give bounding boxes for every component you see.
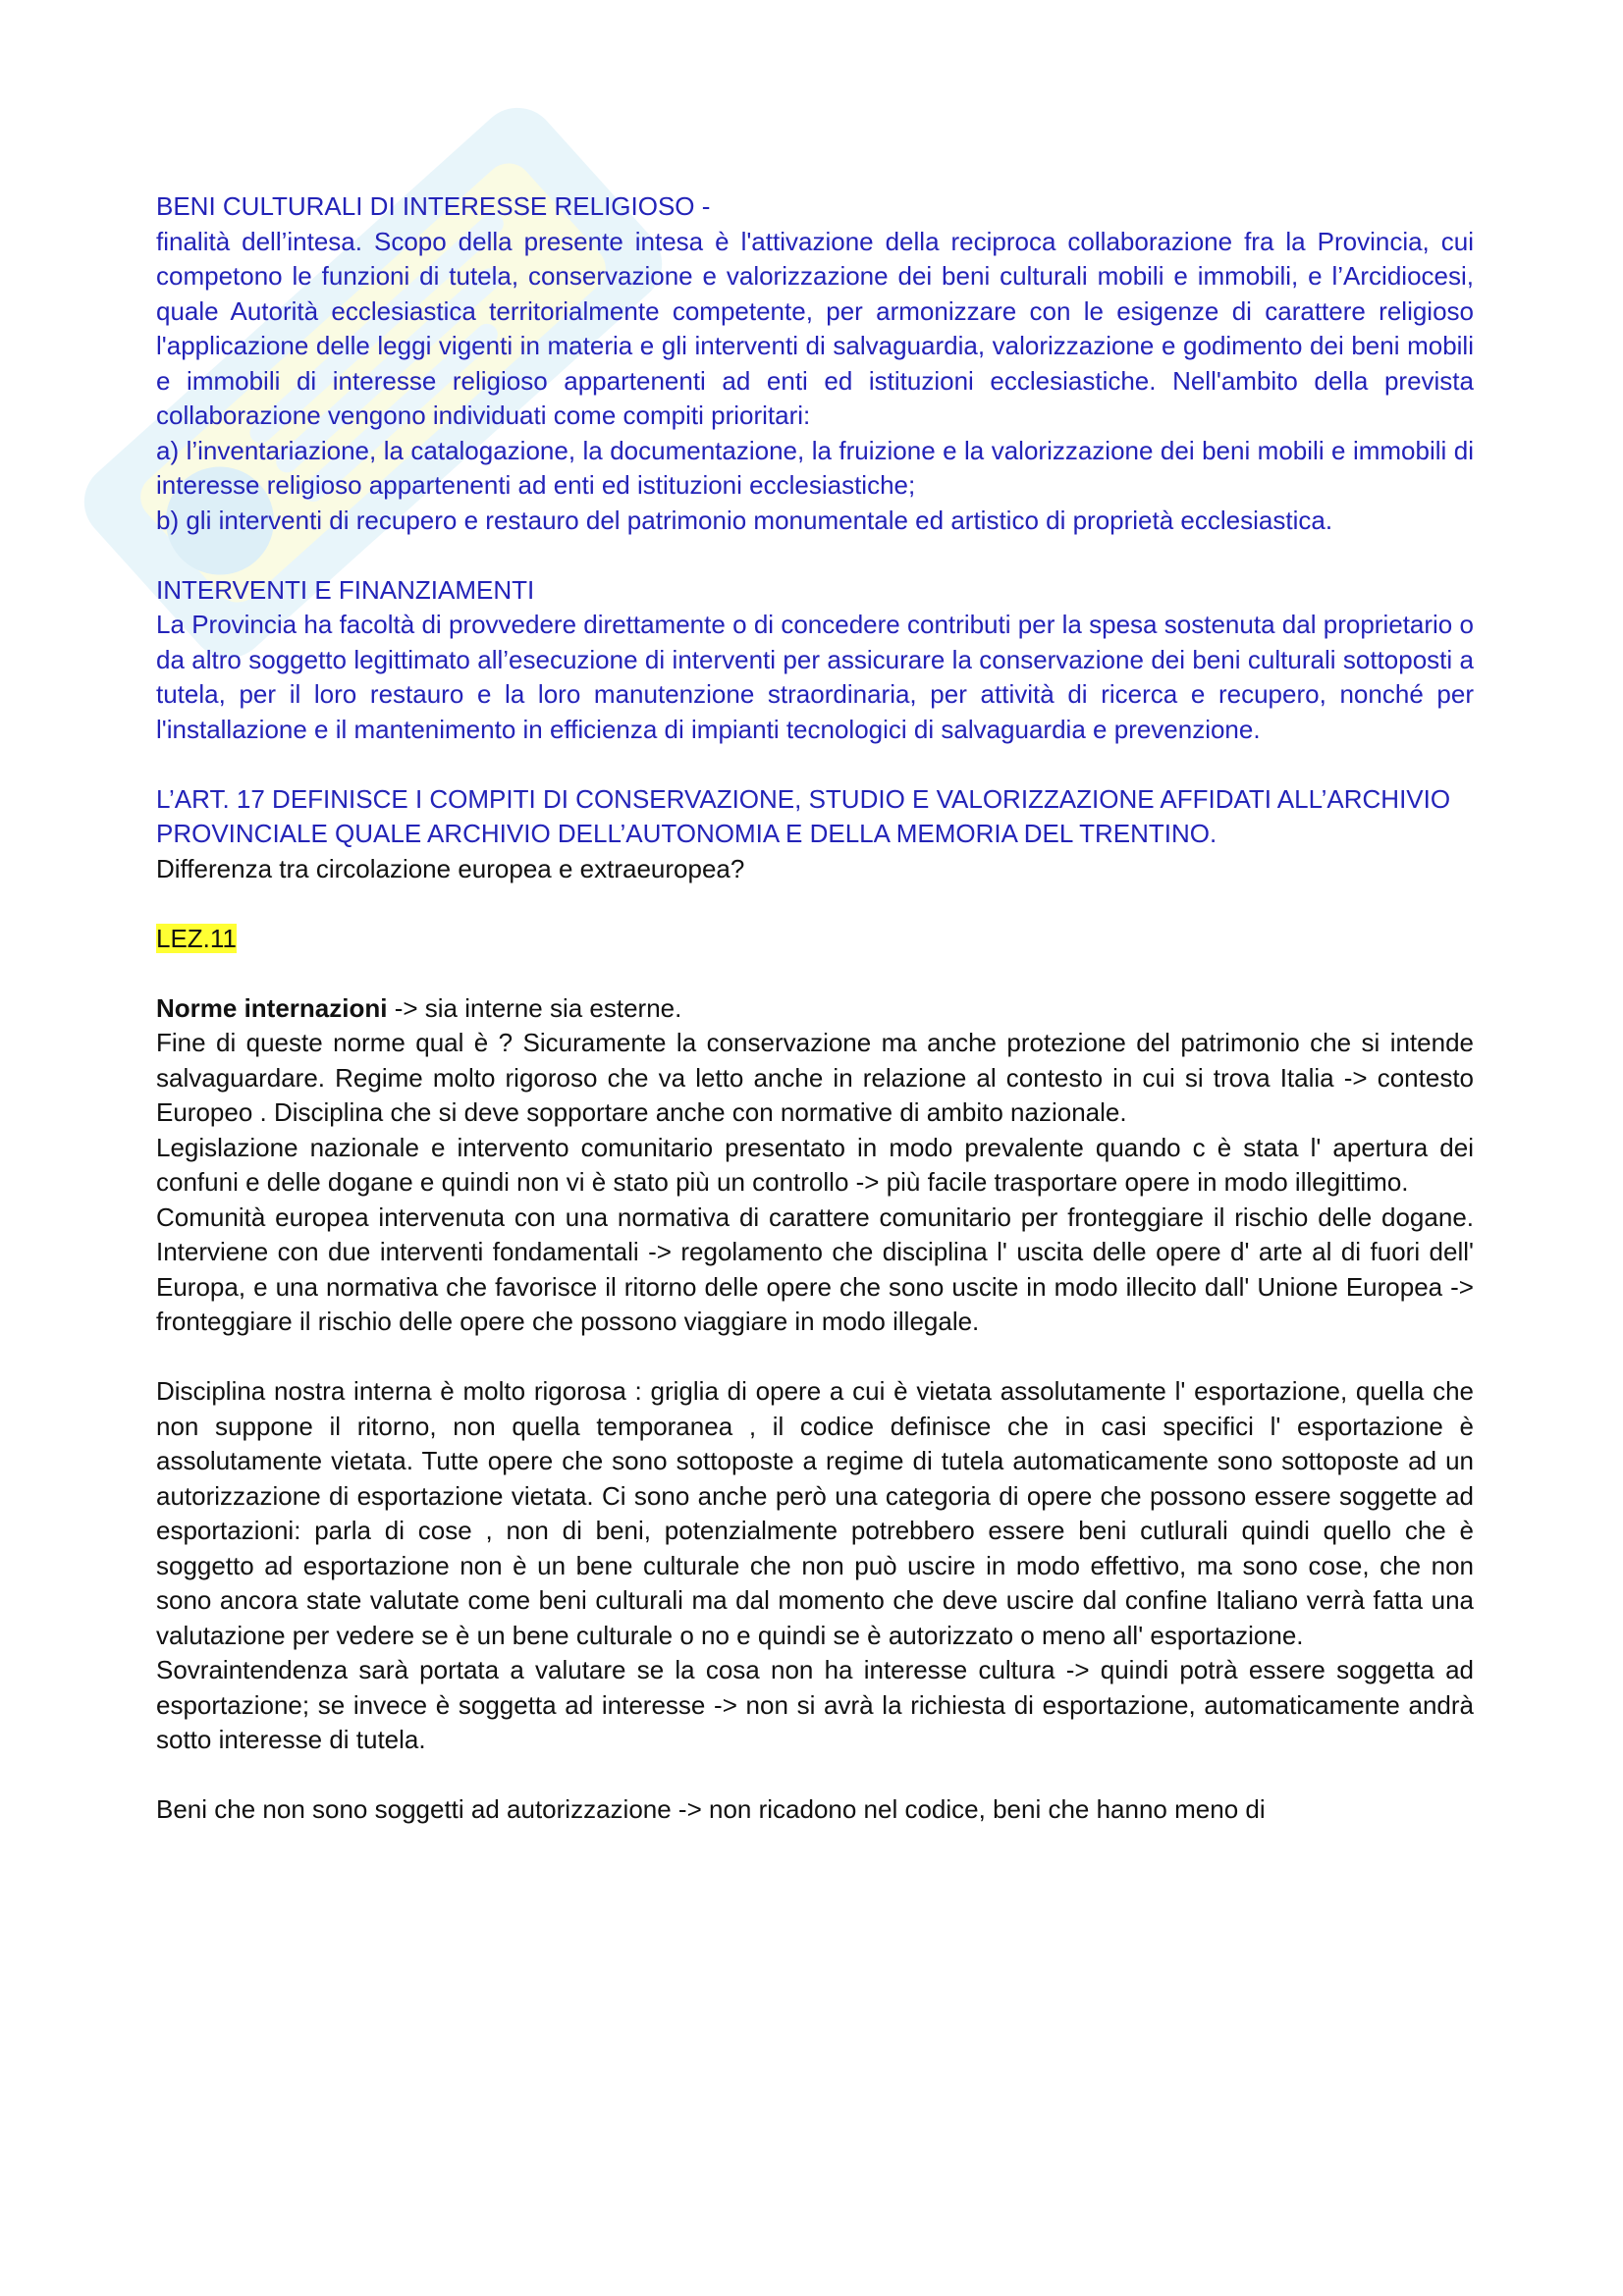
paragraph: Legislazione nazionale e intervento comunitario presentato in modo prevalente quando c è stata l' apertura dei confuni e delle dogane e quindi non vi è stato più un controllo -> più facile trasportare opere in modo illegittimo. bbox=[156, 1132, 1474, 1197]
section-lesson bbox=[156, 922, 1474, 1828]
section-archive bbox=[156, 782, 1474, 887]
section-religious-heritage bbox=[156, 189, 1474, 538]
norme-bold: Norme internazioni bbox=[156, 992, 388, 1023]
list-item-b: b) gli interventi di recupero e restauro del patrimonio monumentale ed artistico di proprietà ecclesiastica. bbox=[156, 505, 1333, 535]
document-page bbox=[156, 189, 1474, 1828]
section-interventions bbox=[156, 573, 1474, 748]
paragraph: Disciplina nostra interna è molto rigorosa : griglia di opere a cui è vietata assolutamente l' esportazione, quella che non suppone il ritorno, non quella temporanea , il codice definisce che in casi specifici l' esportazione è assolutamente vietata. Tutte opere che sono sottoposte a regime di tutela automaticamente sono sottoposte ad un autorizzazione di esportazione vietata. Ci sono anche però una categoria di opere che possono essere soggette ad esportazioni: parla di cose , non di beni, potenzialmente potrebbero essere beni cutlurali quindi quello che è soggetto ad esportazione non è un bene culturale che non può uscire in modo effettivo, ma sono cose, che non sono ancora state valutate come beni culturali ma dal momento che deve uscire dal confine Italiano verrà fatta una valutazione per vedere se è un bene culturale o no e quindi se è autorizzato o meno all' esportazione. bbox=[156, 1376, 1474, 1650]
paragraph: finalità dell’intesa. Scopo della presente intesa è l'attivazione della reciproca collaborazione fra la Provincia, cui competono le funzioni di tutela, conservazione e valorizzazione dei beni culturali mobili e immobili, e l’Arcidiocesi, quale Autorità ecclesiastica territorialmente competente, per armonizzare con le esigenze di carattere religioso l'applicazione delle leggi vigenti in materia e gli interventi di salvaguardia, valorizzazione e godimento dei beni mobili e immobili di interesse religioso appartenenti ad enti ed istituzioni ecclesiastiche. Nell'ambito della prevista collaborazione vengono individuati come compiti prioritari: bbox=[156, 226, 1474, 430]
section-heading-line1: L’ART. 17 DEFINISCE I COMPITI DI CONSERVAZIONE, STUDIO E VALORIZZAZIONE AFFIDATI ALL’ARCHIVIO bbox=[156, 783, 1451, 814]
norme-rest: -> sia interne sia esterne. bbox=[387, 992, 682, 1023]
norme-line bbox=[156, 991, 1474, 1027]
paragraph: Comunità europea intervenuta con una normativa di carattere comunitario per fronteggiare il rischio delle dogane. Interviene con due interventi fondamentali -> regolamento che disciplina l' uscita delle opere d' arte al di fuori dell' Europa, e una normativa che favorisce il ritorno delle opere che sono uscite in modo illecito dall' Unione Europea -> fronteggiare il rischio delle opere che possono viaggiare in modo illegale. bbox=[156, 1201, 1474, 1336]
list-item-a: a) l’inventariazione, la catalogazione, la documentazione, la fruizione e la valorizzazione dei beni mobili e immobili di interesse religioso appartenenti ad enti ed istituzioni ecclesiastiche; bbox=[156, 435, 1474, 500]
lesson-label: LEZ.11 bbox=[156, 923, 237, 953]
section-heading: INTERVENTI E FINANZIAMENTI bbox=[156, 574, 535, 605]
paragraph: Beni che non sono soggetti ad autorizzazione -> non ricadono nel codice, beni che hanno meno di bbox=[156, 1794, 1266, 1824]
section-heading-line2: PROVINCIALE QUALE ARCHIVIO DELL’AUTONOMIA E DELLA MEMORIA DEL TRENTINO. bbox=[156, 819, 1217, 848]
paragraph: Fine di queste norme qual è ? Sicuramente la conservazione ma anche protezione del patrimonio che si intende salvaguardare. Regime molto rigoroso che va letto anche in relazione al contesto in cui si trova Italia -> contesto Europeo . Disciplina che si deve sopportare anche con normative di ambito nazionale. bbox=[156, 1028, 1474, 1127]
section-heading: BENI CULTURALI DI INTERESSE RELIGIOSO - bbox=[156, 191, 711, 221]
question: Differenza tra circolazione europea e extraeuropea? bbox=[156, 853, 745, 883]
paragraph: Sovraintendenza sarà portata a valutare se la cosa non ha interesse cultura -> quindi potrà essere soggetta ad esportazione; se invece è soggetta ad interesse -> non si avrà la richiesta di esportazione, automaticamente andrà sotto interesse di tutela. bbox=[156, 1655, 1474, 1754]
paragraph: La Provincia ha facoltà di provvedere direttamente o di concedere contributi per la spesa sostenuta dal proprietario o da altro soggetto legittimato all’esecuzione di interventi per assicurare la conservazione dei beni culturali sottoposti a tutela, per il loro restauro e la loro manutenzione straordinaria, per attività di ricerca e recupero, nonché per l'installazione e il mantenimento in efficienza di impianti tecnologici di salvaguardia e prevenzione. bbox=[156, 610, 1474, 744]
